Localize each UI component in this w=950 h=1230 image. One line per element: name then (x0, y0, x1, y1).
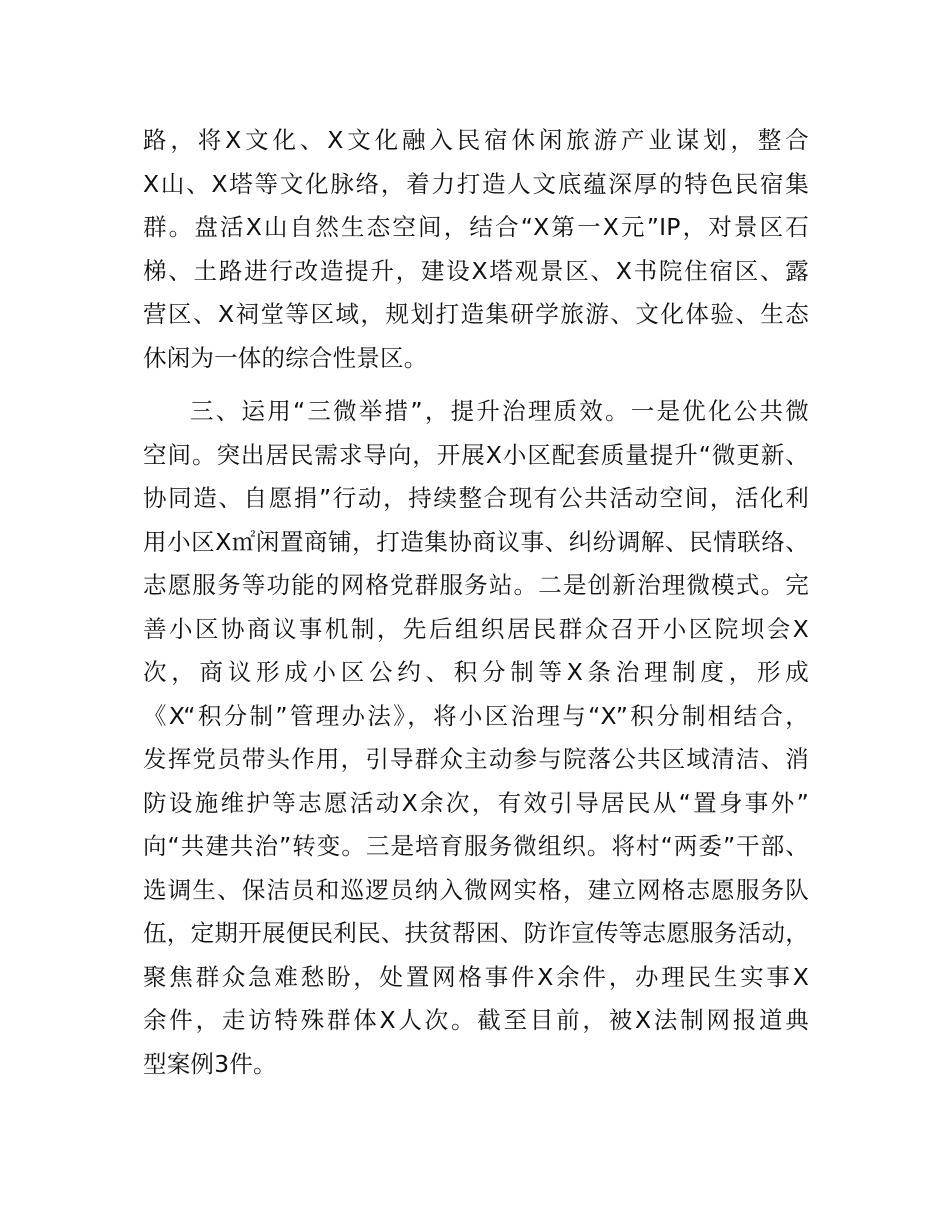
text-line: 群。盘活X山自然生态空间，结合“X第一X元”IP，对景区石 (143, 213, 809, 241)
text-line: 三、运用“三微举措”，提升治理质效。一是优化公共微 (190, 397, 809, 425)
text-line: 发挥党员带头作用，引导群众主动参与院落公共区域清洁、消 (143, 745, 809, 773)
text-line: 次，商议形成小区公约、积分制等X条治理制度，形成 (143, 658, 809, 686)
text-line: 志愿服务等功能的网格党群服务站。二是创新治理微模式。完 (143, 571, 809, 599)
text-line: 型案例3件。 (143, 1049, 277, 1078)
text-line: 营区、X祠堂等区域，规划打造集研学旅游、文化体验、生态 (143, 300, 809, 328)
text-line: 空间。突出居民需求导向，开展X小区配套质量提升“微更新、 (143, 440, 809, 469)
text-line: 聚焦群众急难愁盼，处置网格事件X余件，办理民生实事X (143, 962, 809, 991)
document-body (143, 124, 809, 1101)
text-line: 伍，定期开展便民利民、扶贫帮困、防诈宣传等志愿服务活动， (143, 919, 809, 947)
text-line: 余件，走访特殊群体X人次。截至目前，被X法制网报道典 (143, 1006, 809, 1034)
text-line: 路，将X文化、X文化融入民宿休闲旅游产业谋划，整合 (143, 126, 809, 154)
text-line: 选调生、保洁员和巡逻员纳入微网实格，建立网格志愿服务队 (143, 875, 809, 904)
text-line: 梯、土路进行改造提升，建设X塔观景区、X书院住宿区、露 (143, 256, 809, 285)
text-line: X山、X塔等文化脉络，着力打造人文底蕴深厚的特色民宿集 (143, 169, 809, 198)
text-line: 用小区X㎡闲置商铺，打造集协商议事、纠纷调解、民情联络、 (143, 527, 809, 556)
paragraph-continuation (143, 124, 809, 385)
text-line: 休闲为一体的综合性景区。 (143, 343, 428, 372)
text-line: 《X“积分制”管理办法》，将小区治理与“X”积分制相结合， (143, 701, 809, 730)
paragraph-section-three (143, 395, 809, 1091)
text-line: 协同造、自愿捐”行动，持续整合现有公共活动空间，活化利 (143, 484, 809, 512)
text-line: 防设施维护等志愿活动X余次，有效引导居民从“置身事外” (143, 788, 809, 817)
text-line: 善小区协商议事机制，先后组织居民群众召开小区院坝会X (143, 614, 809, 643)
text-line: 向“共建共治”转变。三是培育服务微组织。将村“两委”干部、 (143, 832, 809, 860)
